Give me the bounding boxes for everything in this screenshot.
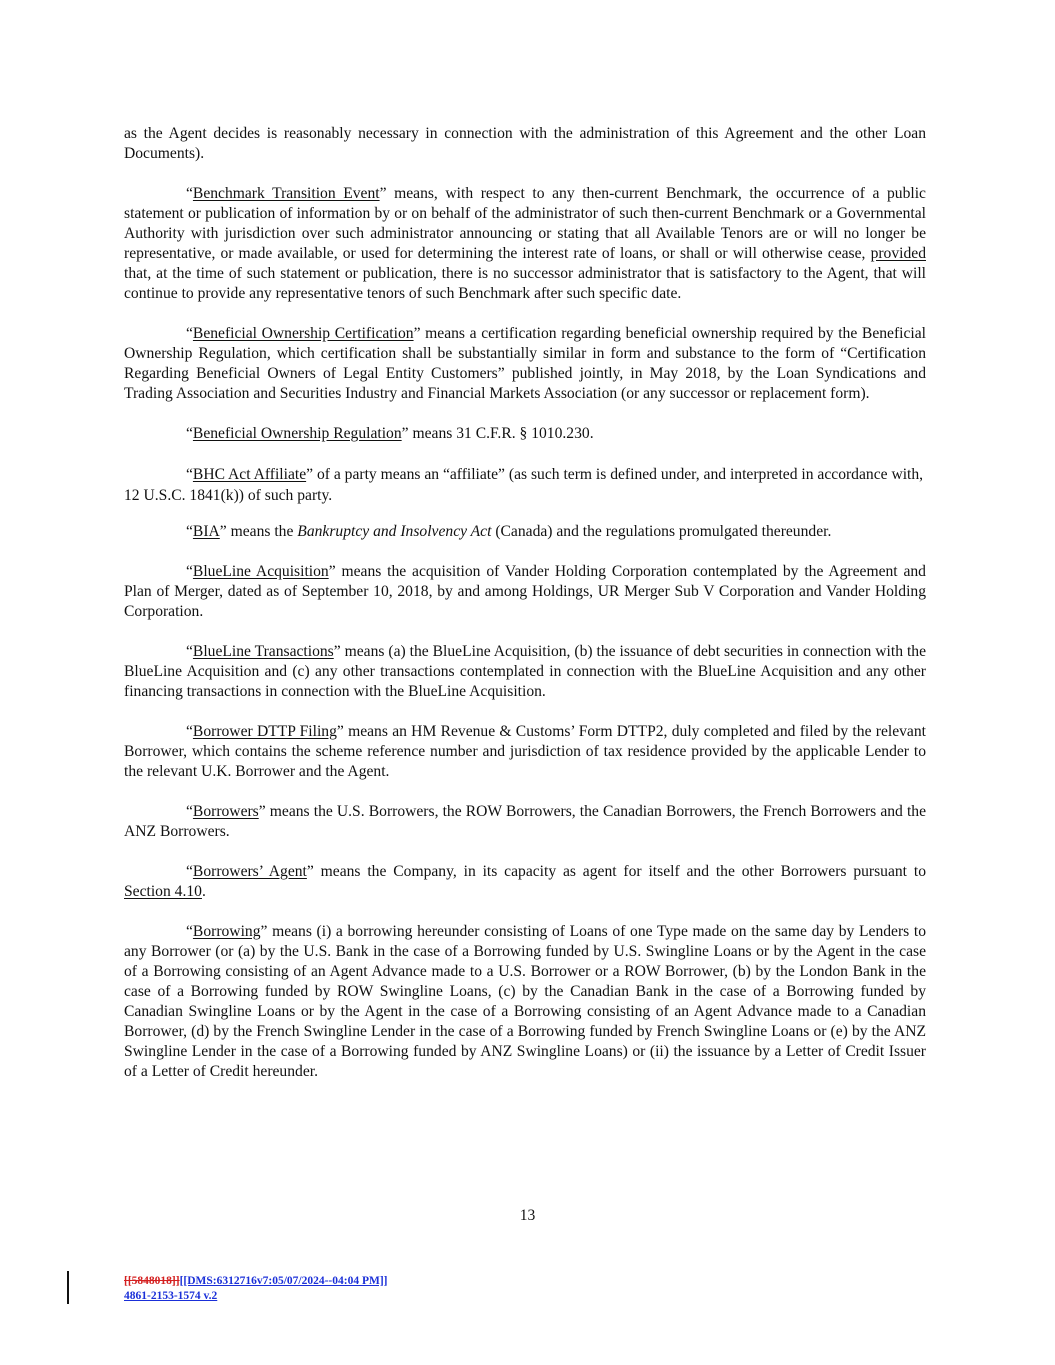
definition-beneficial-ownership-certification: [124, 324, 926, 404]
open-quote: “: [186, 466, 193, 483]
provided-term: provided: [870, 245, 926, 262]
open-quote: “: [186, 863, 193, 880]
definition-text: ” means the U.S. Borrowers, the ROW Borrowers, the Canadian Borrowers, the French Borrowers and the ANZ Borrowers.: [124, 803, 926, 840]
definition-text: (Canada) and the regulations promulgated thereunder.: [491, 523, 832, 540]
defined-term: Borrower DTTP Filing: [192, 723, 337, 740]
act-name: Bankruptcy and Insolvency Act: [297, 523, 492, 540]
definition-text: ” means the: [219, 523, 298, 540]
definition-bia: [124, 522, 926, 542]
continuation-paragraph: as the Agent decides is reasonably necessary in connection with the administration of this Agreement and the other Loan Documents).: [124, 125, 926, 162]
definition-blueline-acquisition: [124, 562, 926, 622]
definition-text: ” means the Company, in its capacity as agent for itself and the other Borrowers pursuant to: [306, 863, 926, 880]
defined-term: BlueLine Acquisition: [192, 563, 329, 580]
open-quote: “: [186, 523, 193, 540]
open-quote: “: [186, 563, 193, 580]
defined-term: Benchmark Transition Event: [192, 185, 380, 202]
deleted-reference: [[5848018]]: [124, 1275, 180, 1287]
definition-text: ” means (a) the BlueLine Acquisition, (b) the issuance of debt securities in connection with the BlueLine Acquisition and (c) any other transactions contemplated in connection with the BlueLine Acquisition and any other financing transactions in connection with the BlueLine Acquisition.: [124, 643, 926, 700]
definition-text: ” of a party means an “affiliate” (as such term is defined under, and interpreted in accordance with, 12 U.S.C. 1841(k)) of such party.: [124, 466, 924, 504]
section-reference: Section 4.10: [124, 883, 202, 900]
defined-term: BlueLine Transactions: [192, 643, 334, 660]
defined-term: Borrowing: [192, 923, 261, 940]
definition-benchmark-transition-event: [124, 184, 926, 304]
inserted-reference: [[DMS:6312716v7:05/07/2024--04:04 PM]]: [179, 1275, 388, 1287]
defined-term: BHC Act Affiliate: [192, 466, 307, 483]
definition-text: ” means, with respect to any then-current Benchmark, the occurrence of a public statement or publication of information by or on behalf of the administrator of such then-current Benchmark or a Governmental Authority with jurisdiction over such administrator announcing or stating that all Available Tenors are or will no longer be representative, or made available, or used for determining the interest rate of loans, or shall or will otherwise cease,: [124, 185, 926, 262]
open-quote: “: [186, 425, 193, 442]
open-quote: “: [186, 185, 193, 202]
defined-term: Borrowers: [192, 803, 259, 820]
definition-text: ” means 31 C.F.R. § 1010.230.: [401, 425, 594, 442]
definition-blueline-transactions: [124, 642, 926, 702]
definition-text: .: [201, 883, 206, 900]
change-bar: [67, 1271, 69, 1304]
defined-term: BIA: [192, 523, 220, 540]
definition-beneficial-ownership-regulation: [124, 424, 926, 444]
open-quote: “: [186, 643, 193, 660]
definition-text: that, at the time of such statement or publication, there is no successor administrator that is satisfactory to the Agent, that will continue to provide any representative tenors of such Benchmark after such specific date.: [124, 265, 926, 302]
open-quote: “: [186, 723, 193, 740]
definition-text: ” means a certification regarding beneficial ownership required by the Beneficial Ownership Regulation, which certification shall be substantially similar in form and substance to the form of “Certification Regarding Beneficial Owners of Legal Entity Customers” published jointly, in May 2018, by the Loan Syndications and Trading Association and Securities Industry and Financial Markets Association (or any successor or replacement form).: [124, 325, 927, 402]
definition-borrowers-agent: [124, 862, 926, 902]
document-footer: [124, 1274, 388, 1304]
open-quote: “: [186, 923, 193, 940]
definition-borrowing: [124, 922, 926, 1082]
definition-borrowers: [124, 802, 926, 842]
open-quote: “: [186, 325, 193, 342]
definition-bhc-act-affiliate: [124, 464, 926, 506]
definition-text: ” means an HM Revenue & Customs’ Form DTTP2, duly completed and filed by the relevant Borrower, which contains the scheme reference number and jurisdiction of tax residence provided by the applicable Lender to the relevant U.K. Borrower and the Agent.: [124, 723, 926, 780]
open-quote: “: [186, 803, 193, 820]
definition-text: ” means the acquisition of Vander Holding Corporation contemplated by the Agreement and Plan of Merger, dated as of September 10, 2018, by and among Holdings, UR Merger Sub V Corporation and Vander Holding Corporation.: [124, 563, 926, 620]
document-body: [124, 124, 926, 1082]
definition-borrower-dttp-filing: [124, 722, 926, 782]
definition-text: ” means (i) a borrowing hereunder consisting of Loans of one Type made on the same day by Lenders to any Borrower (or (a) by the U.S. Bank in the case of a Borrowing funded by U.S. Swingline Loans or by the Agent in the case of a Borrowing consisting of an Agent Advance made to a U.S. Borrower or a ROW Borrower, (b) by the London Bank in the case of a Borrowing funded by ROW Swingline Loans, (c) by the Canadian Bank in the case of a Borrowing funded by Canadian Swingline Loans or by the Agent in the case of a Borrowing consisting of an Agent Advance made to a Canadian Borrower, (d) by the French Swingline Lender in the case of a Borrowing funded by French Swingline Loans or (e) by the ANZ Swingline Lender in the case of a Borrowing funded by ANZ Swingline Loans) or (ii) the issuance by a Letter of Credit Issuer of a Letter of Credit hereunder.: [124, 923, 926, 1080]
page-number: 13: [519, 1207, 536, 1224]
defined-term: Beneficial Ownership Certification: [192, 325, 414, 342]
document-id: 4861-2153-1574 v.2: [124, 1290, 218, 1302]
defined-term: Beneficial Ownership Regulation: [192, 425, 402, 442]
defined-term: Borrowers’ Agent: [192, 863, 307, 880]
